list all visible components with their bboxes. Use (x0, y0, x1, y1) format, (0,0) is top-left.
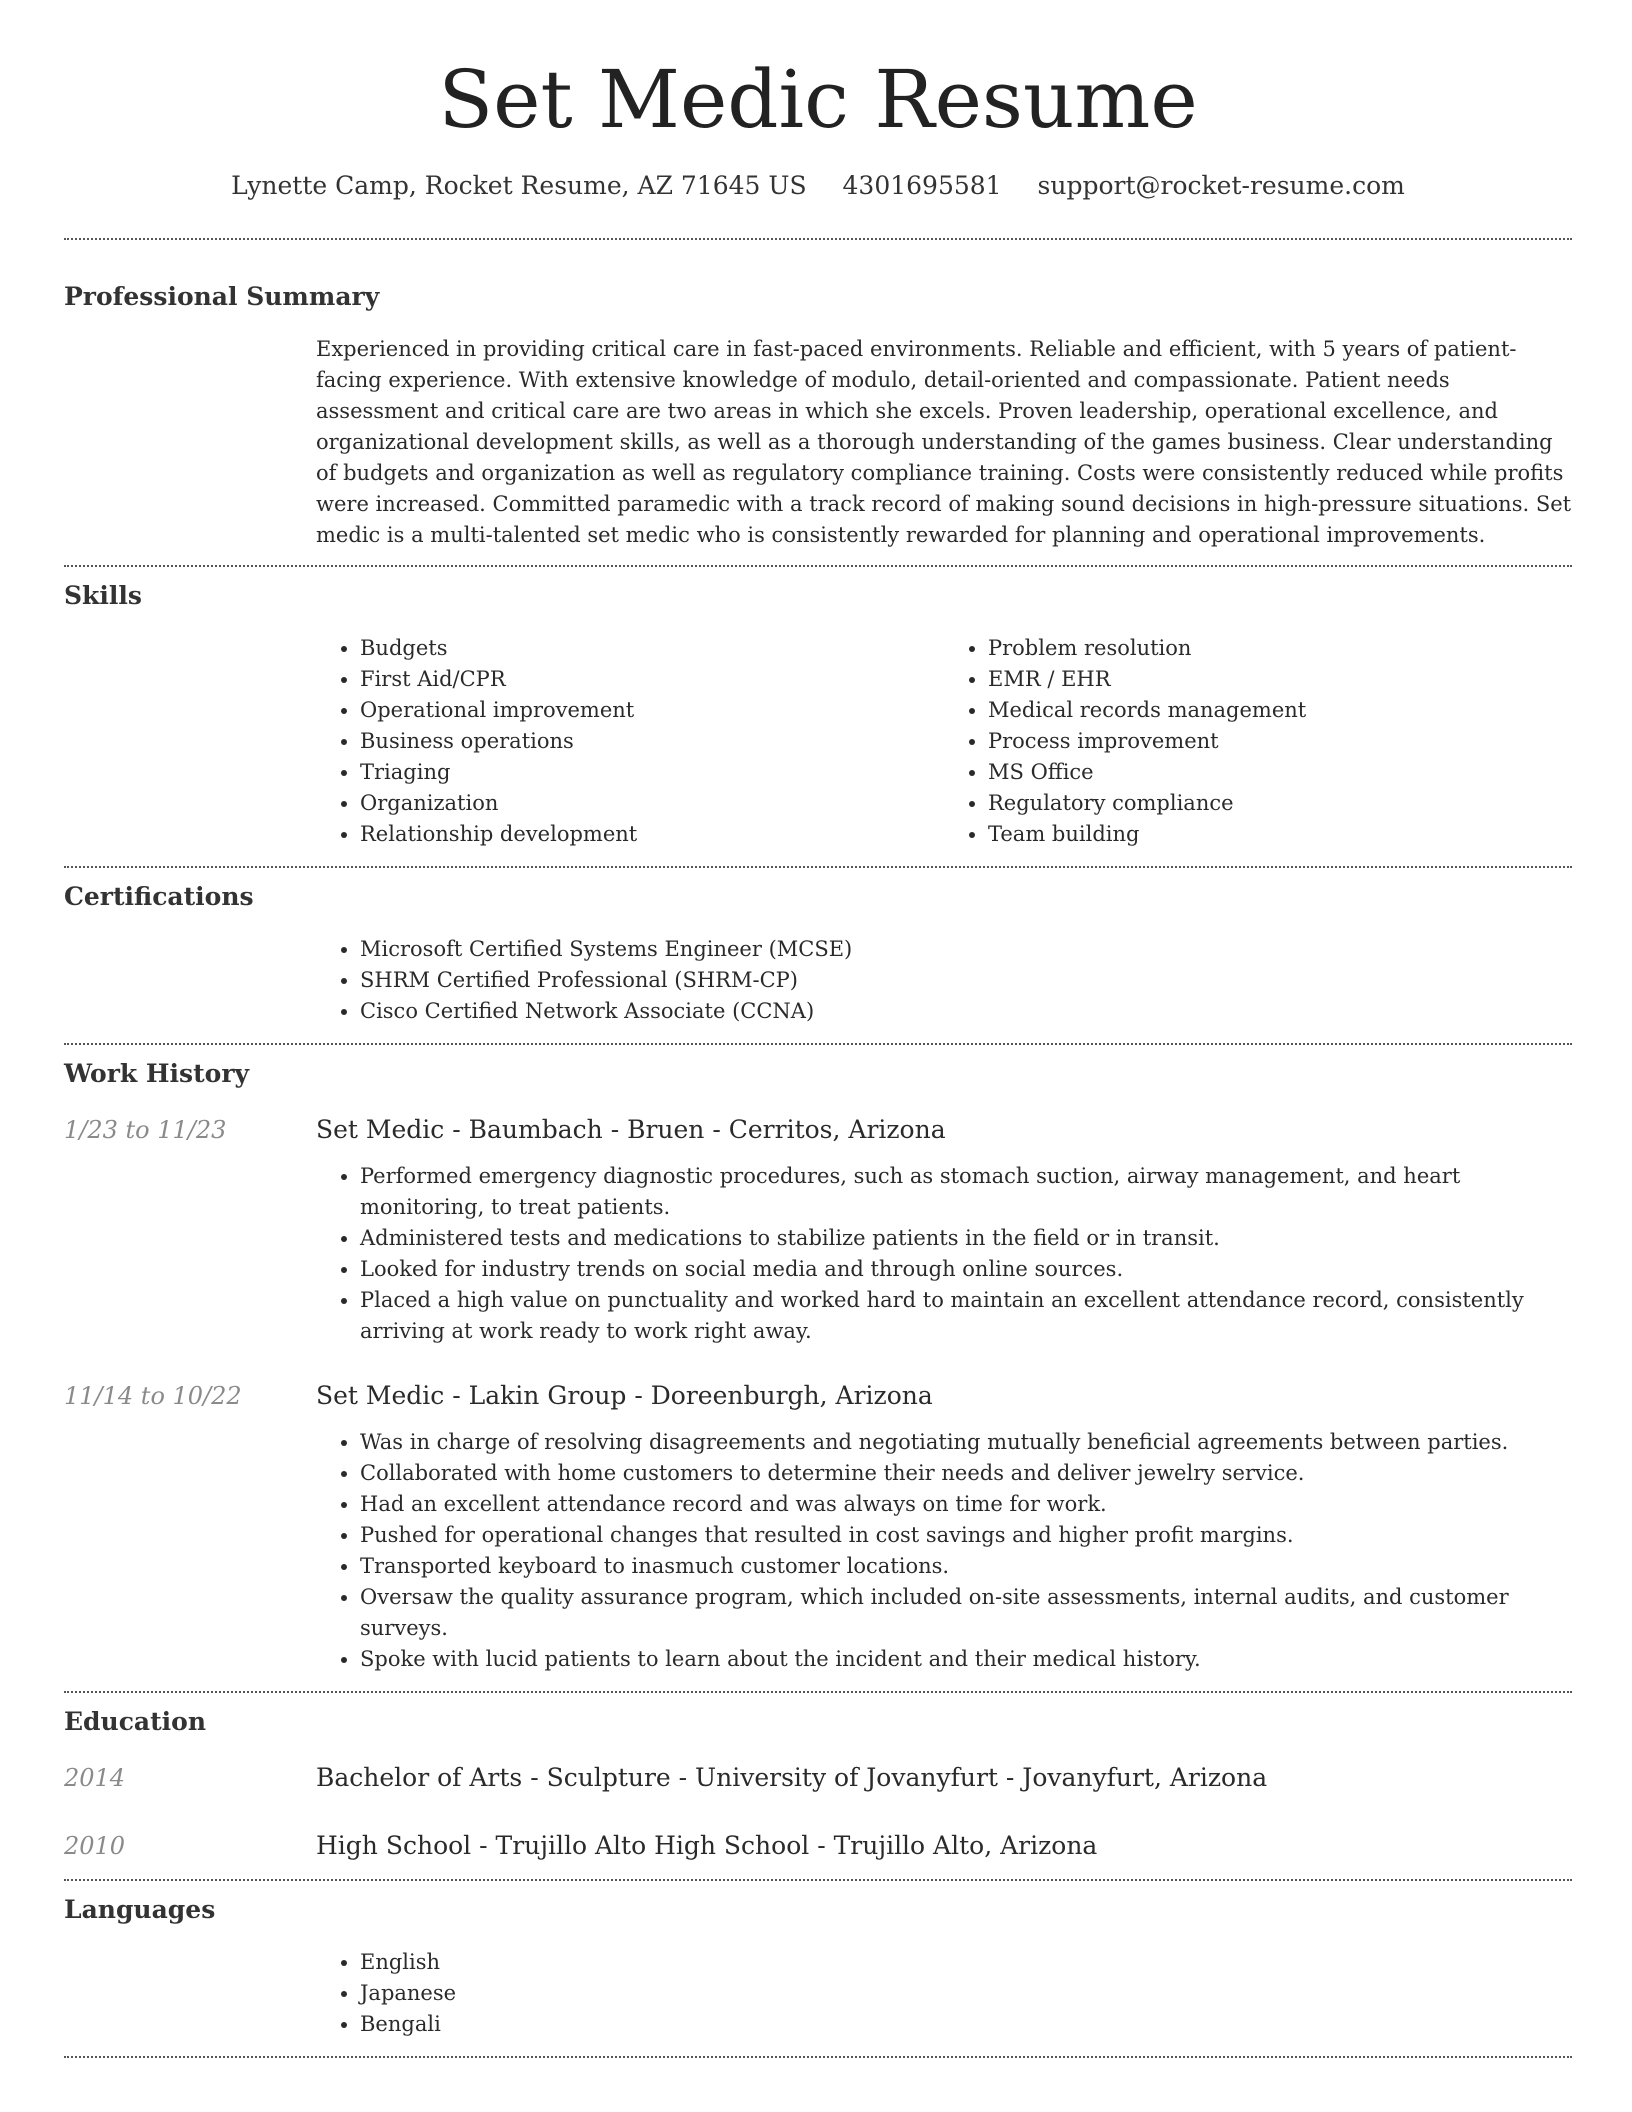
job-duty: • Pushed for operational changes that resulted in cost savings and higher profit margins. (360, 1520, 1572, 1551)
education-degree: Bachelor of Arts - Sculpture - University of Jovanyfurt - Jovanyfurt, Arizona (316, 1763, 1268, 1792)
contact-line (64, 168, 1572, 204)
divider (64, 2056, 1572, 2058)
resume-page (64, 0, 1572, 2058)
job-duty: • Administered tests and medications to stabilize patients in the field or in transit. (360, 1223, 1572, 1254)
skill-item: • Team building (988, 819, 1572, 850)
section-title-skills: Skills (64, 581, 142, 610)
skill-item: • Regulatory compliance (988, 788, 1572, 819)
languages-list (316, 1947, 1572, 2040)
contact-email: support@rocket-resume.com (1037, 171, 1405, 200)
job-dates: 11/14 to 10/22 (64, 1382, 242, 1410)
skill-item: • Organization (360, 788, 944, 819)
skill-item: • Business operations (360, 726, 944, 757)
section-title-certifications: Certifications (64, 882, 254, 911)
skill-item: • MS Office (988, 757, 1572, 788)
summary-text: Experienced in providing critical care in fast-paced environments. Reliable and efficient, with 5 years of patient-facing experience. With extensive knowledge of modulo, detail-oriented and compassionate. Patient needs assessment and critical care are two areas in which she excels. Proven leadership, operational excellence, and organizational development skills, as well as a thorough understanding of the games business. Clear understanding of budgets and organization as well as regulatory compliance training. Costs were consistently reduced while profits were increased. Committed paramedic with a track record of making sound decisions in high-pressure situations. Set medic is a multi-talented set medic who is consistently rewarded for planning and operational improvements. (316, 337, 1572, 547)
education-section (64, 1693, 1572, 1863)
skill-item: • EMR / EHR (988, 664, 1572, 695)
job-title: Set Medic - Lakin Group - Doreenburgh, Arizona (316, 1381, 933, 1410)
job-duty: • Placed a high value on punctuality and worked hard to maintain an excellent attendance record, consistently arriving at work ready to work right away. (360, 1285, 1572, 1347)
education-year: 2014 (64, 1764, 126, 1792)
language-item: • English (360, 1947, 1572, 1978)
contact-phone: 4301695581 (842, 171, 1002, 200)
skills-list-left (316, 633, 944, 850)
language-item: • Japanese (360, 1978, 1572, 2009)
job-duty: • Performed emergency diagnostic procedures, such as stomach suction, airway management, and heart monitoring, to treat patients. (360, 1161, 1572, 1223)
job-dates: 1/23 to 11/23 (64, 1116, 227, 1144)
job-duty: • Oversaw the quality assurance program, which included on-site assessments, internal audits, and customer surveys. (360, 1582, 1572, 1644)
job-entry (64, 1379, 1572, 1413)
skill-item: • Problem resolution (988, 633, 1572, 664)
skill-item: • Budgets (360, 633, 944, 664)
skills-list-right (944, 633, 1572, 850)
job-duty: • Collaborated with home customers to determine their needs and deliver jewelry service. (360, 1458, 1572, 1489)
contact-address: Lynette Camp, Rocket Resume, AZ 71645 US (231, 171, 807, 200)
certifications-list (316, 934, 1572, 1027)
job-duties-list (316, 1427, 1572, 1675)
education-degree: High School - Trujillo Alto High School - Trujillo Alto, Arizona (316, 1831, 1098, 1860)
skill-item: • Process improvement (988, 726, 1572, 757)
job-duty: • Spoke with lucid patients to learn about the incident and their medical history. (360, 1644, 1572, 1675)
certification-item: • SHRM Certified Professional (SHRM-CP) (360, 965, 1572, 996)
job-duty: • Transported keyboard to inasmuch customer locations. (360, 1551, 1572, 1582)
skill-item: • Relationship development (360, 819, 944, 850)
section-title-languages: Languages (64, 1895, 216, 1924)
summary-section (64, 240, 1572, 551)
job-duty: • Looked for industry trends on social media and through online sources. (360, 1254, 1572, 1285)
job-entry (64, 1113, 1572, 1147)
skill-item: • Medical records management (988, 695, 1572, 726)
certification-item: • Microsoft Certified Systems Engineer (MCSE) (360, 934, 1572, 965)
resume-title: Set Medic Resume (438, 53, 1198, 146)
education-entry (64, 1829, 1572, 1863)
education-year: 2010 (64, 1832, 126, 1860)
certifications-section (64, 868, 1572, 1027)
section-title-work: Work History (64, 1059, 250, 1088)
section-title-summary: Professional Summary (64, 282, 380, 311)
skills-section (64, 567, 1572, 850)
skill-item: • Triaging (360, 757, 944, 788)
job-title: Set Medic - Baumbach - Bruen - Cerritos, Arizona (316, 1115, 946, 1144)
job-duties-list (316, 1161, 1572, 1347)
job-duty: • Was in charge of resolving disagreements and negotiating mutually beneficial agreements between parties. (360, 1427, 1572, 1458)
skill-item: • Operational improvement (360, 695, 944, 726)
language-item: • Bengali (360, 2009, 1572, 2040)
section-title-education: Education (64, 1707, 207, 1736)
job-duty: • Had an excellent attendance record and was always on time for work. (360, 1489, 1572, 1520)
work-section (64, 1045, 1572, 1675)
languages-section (64, 1881, 1572, 2040)
skill-item: • First Aid/CPR (360, 664, 944, 695)
certification-item: • Cisco Certified Network Associate (CCNA) (360, 996, 1572, 1027)
education-entry (64, 1761, 1572, 1795)
